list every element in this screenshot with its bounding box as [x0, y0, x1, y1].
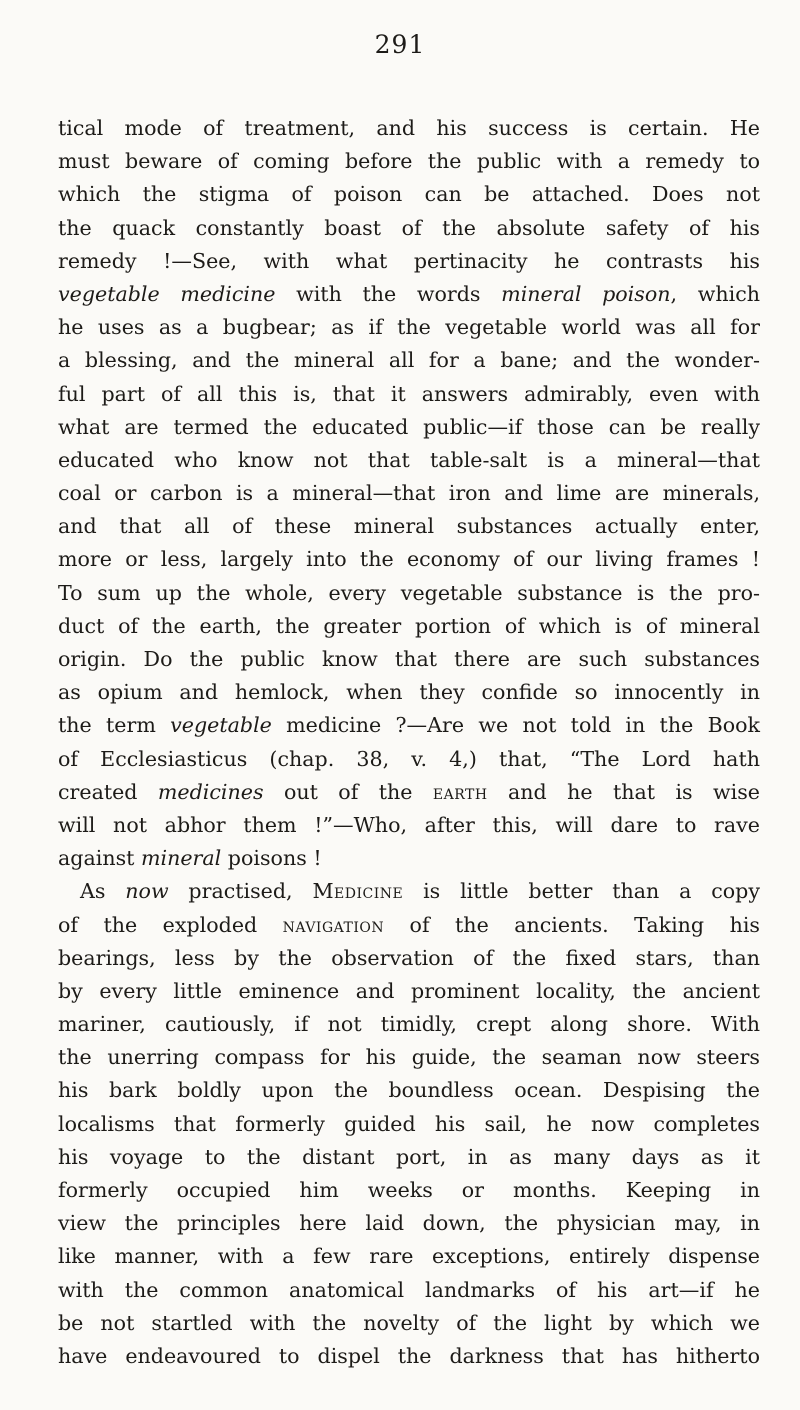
text-line: [58, 1340, 760, 1373]
text-line: [58, 543, 760, 576]
text-line: [58, 942, 760, 975]
text-line: [58, 378, 760, 411]
text-segment: practised,: [168, 879, 313, 904]
text-line: [58, 1307, 760, 1340]
text-segment: created: [58, 779, 158, 804]
text-segment: localisms that formerly guided his sail, he now completes: [58, 1111, 760, 1136]
text-segment: poisons !: [221, 846, 322, 871]
text-line: [58, 178, 760, 211]
text-line: [58, 610, 760, 643]
text-line: [58, 975, 760, 1008]
text-segment: As: [80, 879, 126, 904]
text-segment: formerly occupied him weeks or months. Keeping in: [58, 1178, 760, 1202]
text-segment: he uses as a bugbear; as if the vegetable world was all for: [58, 315, 760, 340]
text-segment: which the stigma of poison can be attached. Does not: [58, 182, 760, 207]
text-line: [58, 444, 760, 477]
body-text: [58, 112, 760, 1373]
text-segment: medicine ?—Are we not told in the Book: [271, 713, 760, 738]
text-segment: the quack constantly boast of the absolute safety of his: [58, 215, 760, 240]
text-line: [58, 643, 760, 676]
italic-text: vegetable: [170, 713, 272, 738]
text-line: [58, 145, 760, 178]
text-line: [58, 809, 760, 842]
text-segment: To sum up the whole, every vegetable substance is the pro-: [58, 580, 760, 605]
text-segment: will not abhor them !”—Who, after this, will dare to rave: [58, 812, 760, 837]
text-segment: his bark boldly upon the boundless ocean. Despising the: [58, 1078, 760, 1103]
text-segment: of the ancients. Taking his: [384, 912, 760, 937]
text-line: [58, 1274, 760, 1307]
text-segment: a blessing, and the mineral all for a bane; and the wonder-: [58, 348, 760, 373]
text-segment: be not startled with the novelty of the light by which we: [58, 1310, 760, 1335]
text-segment: coal or carbon is a mineral—that iron and lime are minerals,: [58, 481, 760, 506]
text-segment: , which: [670, 281, 760, 306]
text-line: [58, 1174, 760, 1207]
small-caps-text: Medicine: [312, 879, 404, 904]
text-segment: the term: [58, 713, 171, 738]
text-segment: and that all of these mineral substances actually enter,: [58, 514, 760, 539]
text-line: [58, 1008, 760, 1041]
text-segment: what are termed the educated public—if those can be really: [58, 414, 760, 439]
text-line: [58, 1108, 760, 1141]
italic-text: medicines: [157, 779, 264, 804]
text-segment: of Ecclesiasticus (chap. 38, v. 4,) that, “The Lord hath: [58, 746, 760, 771]
text-segment: more or less, largely into the economy of our living frames !: [58, 547, 760, 572]
text-segment: have endeavoured to dispel the darkness that has hitherto: [58, 1343, 760, 1368]
text-segment: origin. Do the public know that there are such substances: [58, 647, 760, 671]
page-number: 291: [374, 30, 426, 59]
text-segment: with the common anatomical landmarks of his art—if he: [58, 1277, 760, 1302]
text-segment: out of the: [263, 779, 433, 804]
text-segment: mariner, cautiously, if not timidly, crept along shore. With: [58, 1012, 760, 1037]
text-line: [58, 743, 760, 776]
text-line: [58, 709, 760, 742]
italic-text: mineral: [140, 846, 222, 871]
text-line: [58, 676, 760, 709]
text-segment: bearings, less by the observation of the fixed stars, than: [58, 945, 760, 970]
text-segment: tical mode of treatment, and his success is certain. He: [58, 116, 760, 140]
text-segment: remedy !—See, with what pertinacity he contrasts his: [58, 248, 760, 273]
text-line: [58, 1240, 760, 1273]
text-segment: is little better than a copy: [403, 879, 760, 904]
text-line: [58, 1141, 760, 1174]
text-line: [58, 842, 760, 875]
text-line: [58, 344, 760, 377]
text-segment: must beware of coming before the public with a remedy to: [58, 149, 760, 174]
italic-text: now: [125, 879, 169, 904]
text-line: [58, 311, 760, 344]
text-segment: with the words: [275, 281, 502, 306]
text-line: [58, 411, 760, 444]
text-line: [58, 1041, 760, 1074]
text-line: [58, 1074, 760, 1107]
italic-text: mineral poison: [501, 281, 671, 306]
text-segment: duct of the earth, the greater portion of which is of mineral: [58, 613, 760, 638]
italic-text: vegetable medicine: [58, 281, 276, 306]
text-line: [58, 245, 760, 278]
text-line: [58, 278, 760, 311]
text-line: [58, 112, 760, 145]
text-segment: by every little eminence and prominent locality, the ancient: [58, 978, 760, 1003]
text-segment: like manner, with a few rare exceptions, entirely dispense: [58, 1244, 760, 1269]
text-line: [58, 776, 760, 809]
text-segment: of the exploded: [58, 912, 283, 937]
text-line: [58, 1207, 760, 1240]
text-line: [58, 909, 760, 942]
text-segment: and he that is wise: [487, 779, 760, 804]
text-segment: against: [58, 846, 141, 871]
text-segment: educated who know not that table-salt is a mineral—that: [58, 447, 760, 472]
text-line: [58, 510, 760, 543]
text-segment: view the principles here laid down, the physician may, in: [58, 1211, 760, 1236]
text-segment: ful part of all this is, that it answers admirably, even with: [58, 381, 760, 406]
text-line: [58, 577, 760, 610]
small-caps-text: earth: [432, 779, 488, 804]
small-caps-text: navigation: [282, 912, 385, 937]
text-line: [58, 212, 760, 245]
text-segment: as opium and hemlock, when they confide so innocently in: [58, 680, 760, 705]
text-line: [58, 477, 760, 510]
text-line: [58, 875, 760, 908]
text-segment: the unerring compass for his guide, the seaman now steers: [58, 1045, 760, 1070]
text-segment: his voyage to the distant port, in as many days as it: [58, 1144, 760, 1169]
